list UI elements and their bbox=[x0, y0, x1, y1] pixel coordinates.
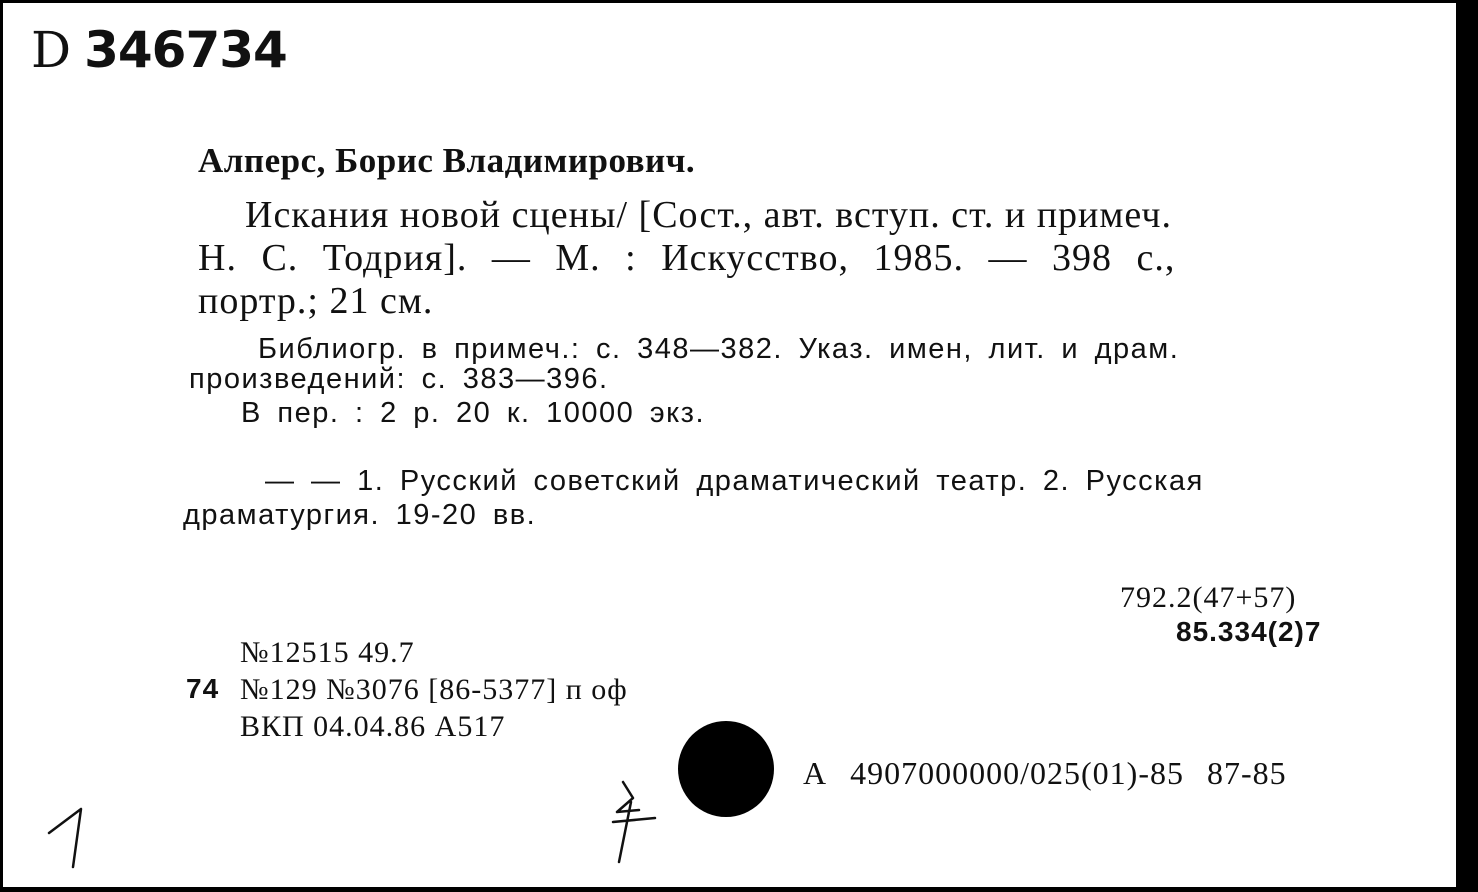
title-line-1: Искания новой сцены/ [Сост., авт. вступ. ст. и примеч. bbox=[245, 194, 1172, 236]
handwritten-one bbox=[43, 803, 103, 873]
service-line-3: ВКП 04.04.86 А517 bbox=[240, 710, 506, 743]
bbk-index: 85.334(2)7 bbox=[1176, 616, 1322, 647]
service-line-2: №129 №3076 [86-5377] п оф bbox=[240, 673, 628, 706]
price-run-note: В пер. : 2 р. 20 к. 10000 экз. bbox=[241, 397, 705, 429]
service-line-1: №12515 49.7 bbox=[240, 636, 415, 669]
hand-letter: D bbox=[31, 21, 71, 79]
handwritten-seven bbox=[603, 778, 663, 868]
subjects-line-1: — — 1. Русский советский драматический театр. 2. Русская bbox=[265, 465, 1204, 497]
service-prefix: 74 bbox=[186, 673, 220, 704]
author-heading: Алперс, Борис Владимирович. bbox=[198, 141, 696, 180]
title-line-2: Н. С. Тодрия]. — М. : Искусство, 1985. — 398 с., bbox=[198, 237, 1176, 279]
title-line-3: портр.; 21 см. bbox=[198, 280, 434, 322]
card-number-digits: 346734 bbox=[84, 21, 287, 79]
card-number bbox=[31, 21, 287, 79]
subjects-line-2: драматургия. 19-20 вв. bbox=[183, 499, 537, 531]
udc-index: 792.2(47+57) bbox=[1120, 581, 1297, 614]
bibliography-note-1: Библиогр. в примеч.: с. 348—382. Указ. имен, лит. и драм. bbox=[258, 333, 1180, 365]
black-dot-mark bbox=[678, 721, 774, 817]
catalog-card bbox=[3, 3, 1462, 887]
isbn-line: А 4907000000/025(01)-85 87-85 bbox=[803, 755, 1287, 791]
bibliography-note-2: произведений: с. 383—396. bbox=[189, 363, 609, 395]
